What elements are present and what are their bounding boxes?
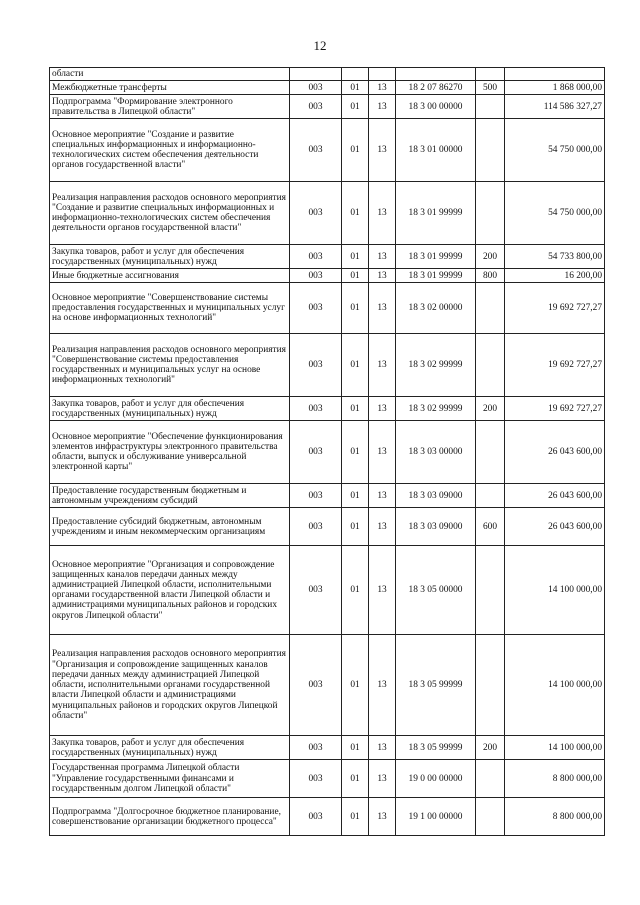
table-row xyxy=(50,245,605,269)
table-row xyxy=(50,68,605,81)
row-name: Межбюджетные трансферты xyxy=(50,81,290,95)
row-ministry-code xyxy=(290,68,342,81)
row-expense-type: 600 xyxy=(476,508,505,546)
row-section-code: 01 xyxy=(342,334,369,397)
row-section-code: 01 xyxy=(342,760,369,798)
row-target-article: 18 3 03 09000 xyxy=(396,508,476,546)
row-amount: 19 692 727,27 xyxy=(505,334,605,397)
row-amount: 26 043 600,00 xyxy=(505,484,605,508)
row-section-code: 01 xyxy=(342,635,369,736)
row-ministry-code: 003 xyxy=(290,635,342,736)
budget-table-body xyxy=(50,68,605,836)
row-name: Реализация направления расходов основного мероприятия "Совершенствование системы предоставления государственных и муниципальных услуг на основе информационных технологий" xyxy=(50,334,290,397)
row-expense-type: 800 xyxy=(476,269,505,283)
row-name: Основное мероприятие "Совершенствование системы предоставления государственных и муниципальных услуг на основе информационных технологий" xyxy=(50,283,290,334)
row-amount: 54 733 800,00 xyxy=(505,245,605,269)
row-target-article: 18 3 02 99999 xyxy=(396,397,476,421)
row-expense-type: 200 xyxy=(476,736,505,760)
table-row xyxy=(50,760,605,798)
row-expense-type xyxy=(476,334,505,397)
row-subsection-code: 13 xyxy=(369,182,396,245)
row-name: Закупка товаров, работ и услуг для обеспечения государственных (муниципальных) нужд xyxy=(50,736,290,760)
row-amount: 19 692 727,27 xyxy=(505,397,605,421)
row-amount: 26 043 600,00 xyxy=(505,508,605,546)
row-target-article: 18 3 03 00000 xyxy=(396,421,476,484)
row-ministry-code: 003 xyxy=(290,736,342,760)
row-expense-type xyxy=(476,182,505,245)
row-expense-type xyxy=(476,635,505,736)
row-name: Закупка товаров, работ и услуг для обеспечения государственных (муниципальных) нужд xyxy=(50,245,290,269)
table-row xyxy=(50,484,605,508)
table-row xyxy=(50,334,605,397)
row-target-article: 18 2 07 86270 xyxy=(396,81,476,95)
row-section-code: 01 xyxy=(342,95,369,119)
row-subsection-code: 13 xyxy=(369,95,396,119)
row-section-code: 01 xyxy=(342,283,369,334)
table-row xyxy=(50,283,605,334)
row-target-article: 19 1 00 00000 xyxy=(396,798,476,836)
row-amount: 54 750 000,00 xyxy=(505,119,605,182)
row-subsection-code: 13 xyxy=(369,245,396,269)
row-ministry-code: 003 xyxy=(290,95,342,119)
row-subsection-code: 13 xyxy=(369,397,396,421)
row-expense-type xyxy=(476,283,505,334)
row-section-code xyxy=(342,68,369,81)
table-row xyxy=(50,421,605,484)
row-subsection-code: 13 xyxy=(369,119,396,182)
table-row xyxy=(50,95,605,119)
row-subsection-code: 13 xyxy=(369,421,396,484)
row-name: области xyxy=(50,68,290,81)
row-amount: 14 100 000,00 xyxy=(505,546,605,635)
table-row xyxy=(50,736,605,760)
row-amount: 1 868 000,00 xyxy=(505,81,605,95)
row-name: Государственная программа Липецкой области "Управление государственными финансами и государственным долгом Липецкой области" xyxy=(50,760,290,798)
row-expense-type xyxy=(476,484,505,508)
row-subsection-code xyxy=(369,68,396,81)
row-expense-type xyxy=(476,95,505,119)
table-row xyxy=(50,269,605,283)
row-expense-type: 200 xyxy=(476,397,505,421)
table-row xyxy=(50,546,605,635)
row-target-article: 18 3 00 00000 xyxy=(396,95,476,119)
row-amount: 14 100 000,00 xyxy=(505,736,605,760)
row-expense-type xyxy=(476,546,505,635)
row-target-article: 18 3 01 99999 xyxy=(396,182,476,245)
row-target-article: 19 0 00 00000 xyxy=(396,760,476,798)
row-ministry-code: 003 xyxy=(290,421,342,484)
row-ministry-code: 003 xyxy=(290,546,342,635)
row-section-code: 01 xyxy=(342,119,369,182)
row-name: Основное мероприятие "Создание и развитие специальных информационных и информационно-технологических систем обеспечения деятельности органов государственной власти" xyxy=(50,119,290,182)
row-expense-type xyxy=(476,68,505,81)
row-subsection-code: 13 xyxy=(369,798,396,836)
row-target-article: 18 3 02 99999 xyxy=(396,334,476,397)
row-amount: 14 100 000,00 xyxy=(505,635,605,736)
table-row xyxy=(50,81,605,95)
row-ministry-code: 003 xyxy=(290,484,342,508)
row-name: Подпрограмма "Формирование электронного правительства в Липецкой области" xyxy=(50,95,290,119)
row-subsection-code: 13 xyxy=(369,81,396,95)
row-subsection-code: 13 xyxy=(369,334,396,397)
row-target-article: 18 3 05 99999 xyxy=(396,736,476,760)
row-expense-type: 200 xyxy=(476,245,505,269)
row-name: Закупка товаров, работ и услуг для обеспечения государственных (муниципальных) нужд xyxy=(50,397,290,421)
row-name: Предоставление субсидий бюджетным, автономным учреждениям и иным некоммерческим организациям xyxy=(50,508,290,546)
row-target-article: 18 3 02 00000 xyxy=(396,283,476,334)
table-row xyxy=(50,182,605,245)
row-section-code: 01 xyxy=(342,546,369,635)
row-amount: 16 200,00 xyxy=(505,269,605,283)
row-ministry-code: 003 xyxy=(290,182,342,245)
row-amount xyxy=(505,68,605,81)
row-expense-type xyxy=(476,760,505,798)
row-amount: 114 586 327,27 xyxy=(505,95,605,119)
row-section-code: 01 xyxy=(342,508,369,546)
row-name: Реализация направления расходов основного мероприятия "Организация и сопровождение защищенных каналов передачи данных между администрацией Липецкой области, исполнительными органами государственной власти Липецкой области и администрациями муниципальных районов и городских округов Липецкой области" xyxy=(50,635,290,736)
row-ministry-code: 003 xyxy=(290,283,342,334)
row-name: Предоставление государственным бюджетным и автономным учреждениям субсидий xyxy=(50,484,290,508)
row-amount: 19 692 727,27 xyxy=(505,283,605,334)
table-row xyxy=(50,508,605,546)
row-ministry-code: 003 xyxy=(290,245,342,269)
row-expense-type xyxy=(476,421,505,484)
row-ministry-code: 003 xyxy=(290,119,342,182)
row-ministry-code: 003 xyxy=(290,269,342,283)
row-expense-type xyxy=(476,119,505,182)
row-name: Основное мероприятие "Организация и сопровождение защищенных каналов передачи данных между администрацией Липецкой области, исполнительными органами государственной власти Липецкой области и администрациями муниципальных районов и городских округов Липецкой области" xyxy=(50,546,290,635)
row-expense-type: 500 xyxy=(476,81,505,95)
row-subsection-code: 13 xyxy=(369,736,396,760)
row-section-code: 01 xyxy=(342,81,369,95)
row-name: Основное мероприятие "Обеспечение функционирования элементов инфраструктуры электронного правительства области, выпуск и обслуживание универсальной электронной карты" xyxy=(50,421,290,484)
row-section-code: 01 xyxy=(342,736,369,760)
row-ministry-code: 003 xyxy=(290,760,342,798)
row-target-article: 18 3 05 99999 xyxy=(396,635,476,736)
row-amount: 8 800 000,00 xyxy=(505,798,605,836)
row-subsection-code: 13 xyxy=(369,546,396,635)
table-row xyxy=(50,798,605,836)
table-row xyxy=(50,635,605,736)
row-target-article: 18 3 01 99999 xyxy=(396,245,476,269)
row-name: Подпрограмма "Долгосрочное бюджетное планирование, совершенствование организации бюджетного процесса" xyxy=(50,798,290,836)
row-subsection-code: 13 xyxy=(369,484,396,508)
row-section-code: 01 xyxy=(342,269,369,283)
table-row xyxy=(50,119,605,182)
row-subsection-code: 13 xyxy=(369,283,396,334)
row-amount: 8 800 000,00 xyxy=(505,760,605,798)
row-target-article: 18 3 03 09000 xyxy=(396,484,476,508)
row-ministry-code: 003 xyxy=(290,798,342,836)
row-subsection-code: 13 xyxy=(369,269,396,283)
row-ministry-code: 003 xyxy=(290,508,342,546)
row-section-code: 01 xyxy=(342,245,369,269)
row-section-code: 01 xyxy=(342,397,369,421)
row-name: Иные бюджетные ассигнования xyxy=(50,269,290,283)
row-section-code: 01 xyxy=(342,798,369,836)
row-amount: 54 750 000,00 xyxy=(505,182,605,245)
row-section-code: 01 xyxy=(342,182,369,245)
row-ministry-code: 003 xyxy=(290,81,342,95)
row-ministry-code: 003 xyxy=(290,334,342,397)
row-target-article: 18 3 01 99999 xyxy=(396,269,476,283)
row-target-article: 18 3 05 00000 xyxy=(396,546,476,635)
row-ministry-code: 003 xyxy=(290,397,342,421)
row-section-code: 01 xyxy=(342,421,369,484)
row-amount: 26 043 600,00 xyxy=(505,421,605,484)
row-name: Реализация направления расходов основного мероприятия "Создание и развитие специальных информационных и информационно-технологических систем обеспечения деятельности органов государственной власти" xyxy=(50,182,290,245)
row-subsection-code: 13 xyxy=(369,508,396,546)
budget-table xyxy=(49,67,605,836)
row-expense-type xyxy=(476,798,505,836)
page-number: 12 xyxy=(313,38,327,53)
row-target-article: 18 3 01 00000 xyxy=(396,119,476,182)
row-section-code: 01 xyxy=(342,484,369,508)
row-subsection-code: 13 xyxy=(369,635,396,736)
table-row xyxy=(50,397,605,421)
row-subsection-code: 13 xyxy=(369,760,396,798)
row-target-article xyxy=(396,68,476,81)
